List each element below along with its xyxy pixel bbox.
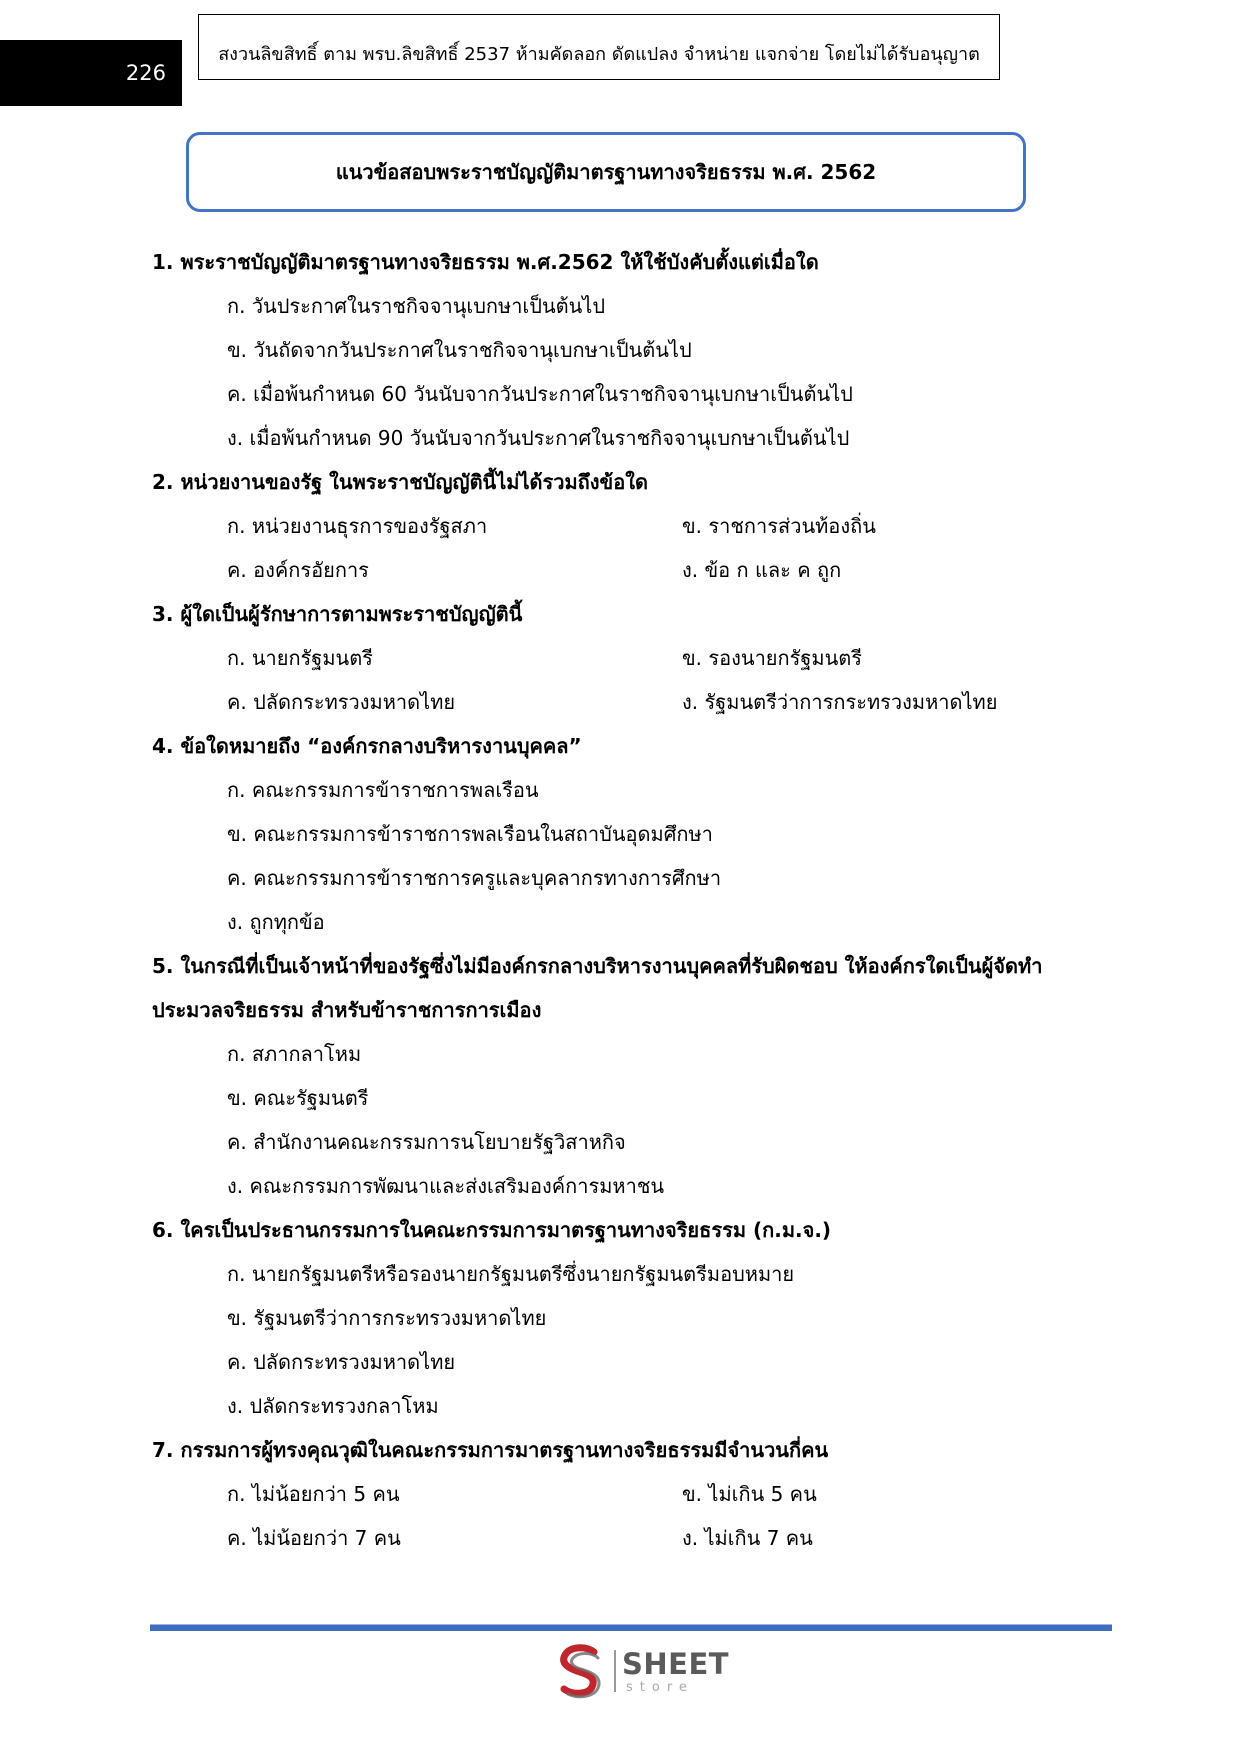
question-item (152, 1428, 1092, 1560)
answer-option: ค. ปลัดกระทรวงมหาดไทย (227, 1350, 456, 1374)
answer-option: ค. ปลัดกระทรวงมหาดไทย (227, 690, 456, 714)
page-number: 226 (0, 40, 182, 106)
question-text: 7. กรรมการผู้ทรงคุณวุฒิในคณะกรรมการมาตรฐานทางจริยธรรมมีจำนวนกี่คน (152, 1438, 829, 1462)
answer-options (152, 1032, 1092, 1208)
answer-option: ง. รัฐมนตรีว่าการกระทรวงมหาดไทย (682, 690, 998, 714)
answer-option: ง. คณะกรรมการพัฒนาและส่งเสริมองค์การมหาชน (227, 1174, 665, 1198)
page-title: แนวข้อสอบพระราชบัญญัติมาตรฐานทางจริยธรรม พ.ศ. 2562 (186, 132, 1026, 212)
question-text: 1. พระราชบัญญัติมาตรฐานทางจริยธรรม พ.ศ.2562 ให้ใช้บังคับตั้งแต่เมื่อใด (152, 250, 819, 274)
answer-option: ค. คณะกรรมการข้าราชการครูและบุคลากรทางการศึกษา (227, 866, 722, 890)
answer-option: ข. ไม่เกิน 5 คน (682, 1482, 817, 1506)
answer-option: ก. หน่วยงานธุรการของรัฐสภา (227, 514, 488, 538)
question-item (152, 1208, 1092, 1428)
sheet-store-logo-icon (556, 1644, 606, 1700)
answer-option: ง. เมื่อพ้นกำหนด 90 วันนับจากวันประกาศในราชกิจจานุเบกษาเป็นต้นไป (227, 426, 850, 450)
answer-option: ข. ราชการส่วนท้องถิ่น (682, 514, 876, 538)
footer-divider (150, 1624, 1112, 1631)
answer-option: ข. คณะกรรมการข้าราชการพลเรือนในสถาบันอุดมศึกษา (227, 822, 713, 846)
answer-option: ค. เมื่อพ้นกำหนด 60 วันนับจากวันประกาศในราชกิจจานุเบกษาเป็นต้นไป (227, 382, 853, 406)
logo-brand-subtext: store (626, 1680, 694, 1695)
question-text: 2. หน่วยงานของรัฐ ในพระราชบัญญัตินี้ไม่ได้รวมถึงข้อใด (152, 470, 648, 494)
answer-option: ก. ไม่น้อยกว่า 5 คน (227, 1482, 400, 1506)
answer-option: ข. รัฐมนตรีว่าการกระทรวงมหาดไทย (227, 1306, 547, 1330)
answer-options (152, 1472, 1092, 1560)
answer-options (152, 768, 1092, 944)
answer-option: ง. ข้อ ก และ ค ถูก (682, 558, 842, 582)
answer-option: ก. คณะกรรมการข้าราชการพลเรือน (227, 778, 539, 802)
logo-brand-text: SHEET (622, 1647, 730, 1681)
answer-option: ก. นายกรัฐมนตรีหรือรองนายกรัฐมนตรีซึ่งนายกรัฐมนตรีมอบหมาย (227, 1262, 795, 1286)
question-list (152, 240, 1092, 1560)
answer-option: ง. ไม่เกิน 7 คน (682, 1526, 813, 1550)
question-item (152, 240, 1092, 460)
answer-option: ก. สภากลาโหม (227, 1042, 362, 1066)
question-item (152, 944, 1092, 1208)
sheet-store-logo (556, 1644, 736, 1700)
answer-option: ก. นายกรัฐมนตรี (227, 646, 373, 670)
answer-option: ค. ไม่น้อยกว่า 7 คน (227, 1526, 401, 1550)
question-item (152, 592, 1092, 724)
answer-option: ค. องค์กรอัยการ (227, 558, 369, 582)
question-text: 3. ผู้ใดเป็นผู้รักษาการตามพระราชบัญญัตินี้ (152, 602, 523, 626)
question-text: 4. ข้อใดหมายถึง “องค์กรกลางบริหารงานบุคคล” (152, 734, 582, 758)
question-item (152, 460, 1092, 592)
answer-option: ง. ถูกทุกข้อ (227, 910, 325, 934)
copyright-notice: สงวนลิขสิทธิ์ ตาม พรบ.ลิขสิทธิ์ 2537 ห้ามคัดลอก ดัดแปลง จำหน่าย แจกจ่าย โดยไม่ได้รับอนุญาต (198, 14, 1000, 80)
answer-option: ก. วันประกาศในราชกิจจานุเบกษาเป็นต้นไป (227, 294, 606, 318)
answer-options (152, 1252, 1092, 1428)
question-text: 6. ใครเป็นประธานกรรมการในคณะกรรมการมาตรฐานทางจริยธรรม (ก.ม.จ.) (152, 1218, 832, 1242)
answer-option: ง. ปลัดกระทรวงกลาโหม (227, 1394, 439, 1418)
answer-options (152, 504, 1092, 592)
logo-divider (614, 1650, 616, 1692)
answer-option: ค. สำนักงานคณะกรรมการนโยบายรัฐวิสาหกิจ (227, 1130, 626, 1154)
answer-options (152, 284, 1092, 460)
answer-option: ข. วันถัดจากวันประกาศในราชกิจจานุเบกษาเป็นต้นไป (227, 338, 692, 362)
question-text: 5. ในกรณีที่เป็นเจ้าหน้าที่ของรัฐซึ่งไม่มีองค์กรกลางบริหารงานบุคคลที่รับผิดชอบ ให้องค์กรใดเป็นผู้จัดทำประมวลจริยธรรม สำหรับข้าราชการการเมือง (152, 954, 1043, 1022)
answer-options (152, 636, 1092, 724)
question-item (152, 724, 1092, 944)
answer-option: ข. รองนายกรัฐมนตรี (682, 646, 862, 670)
answer-option: ข. คณะรัฐมนตรี (227, 1086, 369, 1110)
